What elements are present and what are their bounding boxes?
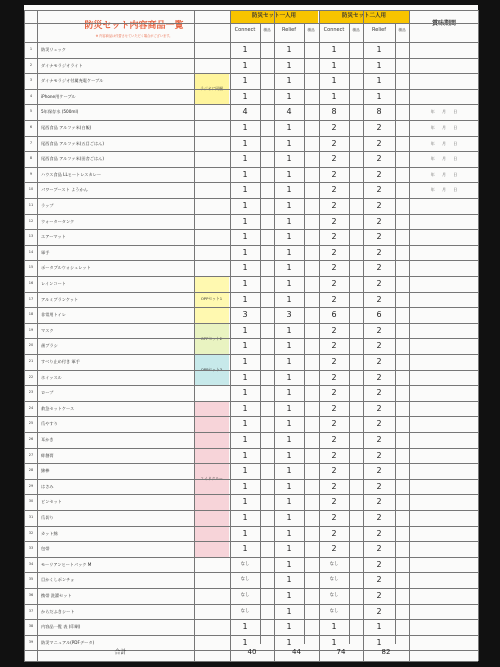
quantity-cell: 1 [286,637,292,647]
product-name: パワーブースト ようかん [41,187,88,193]
table-bottom-border [24,661,478,662]
quantity-cell: なし [329,593,339,598]
set1-relief-header: Relief [282,27,296,33]
quantity-cell: 2 [376,325,382,335]
quantity-cell: 8 [331,107,337,117]
quantity-cell: 2 [331,232,337,242]
quantity-cell: 1 [242,372,248,382]
quantity-cell: 1 [286,169,292,179]
row-number: 33 [28,546,34,551]
expiry-header: 賞味期間 [431,20,456,27]
quantity-cell: 2 [331,263,337,273]
quantity-cell: 2 [331,154,337,164]
row-number: 25 [28,421,34,426]
product-name: 非常用トイレ [41,312,66,318]
set2-relief-tag-header: 積品 [398,28,406,32]
row-number: 36 [28,593,34,597]
row-number: 7 [29,140,33,145]
quantity-cell: 2 [376,185,382,195]
row-number: 26 [28,437,34,441]
row-number: 3 [29,78,33,83]
quantity-cell: なし [240,593,250,598]
quantity-cell: 2 [376,279,382,288]
quantity-cell: 1 [286,60,292,70]
product-name: ダイナモラジオライト [41,62,83,68]
quantity-cell: 1 [286,497,292,507]
quantity-cell: 2 [376,606,382,616]
row-number: 16 [28,281,34,285]
quantity-cell: 1 [286,325,292,335]
row-number: 31 [28,515,34,519]
quantity-cell: 1 [331,60,337,70]
quantity-cell: 1 [286,154,292,164]
product-name: ホイッスル [41,374,62,380]
row-number: 9 [29,171,33,176]
quantity-cell: 3 [286,310,292,320]
row-number: 35 [28,577,34,582]
quantity-cell: 1 [242,123,248,132]
quantity-cell: 1 [242,637,248,647]
row-number: 5 [29,109,33,114]
quantity-cell: 1 [286,388,292,398]
column-divider [395,24,396,644]
row-number: 38 [28,624,34,629]
set1-relief-tag-header: 積品 [307,28,315,32]
quantity-cell: 1 [242,45,248,54]
quantity-cell: 2 [331,388,337,398]
page-title: 防災セット内容商品一覧 [84,21,184,31]
quantity-cell: 2 [331,513,337,522]
quantity-cell: 1 [286,606,292,616]
quantity-cell: 2 [331,123,337,132]
group-label: OPPセット1 [194,276,229,323]
quantity-cell: 1 [242,388,248,398]
group-label: OPPセット2 [194,323,229,354]
expiry-date-field: 年 月 日 [430,140,458,146]
quantity-cell: 1 [286,622,292,632]
column-divider [478,10,479,661]
quantity-cell: 1 [242,419,248,429]
product-name: ウォータータンク [41,218,75,224]
quantity-cell: 1 [286,185,292,195]
quantity-cell: 2 [376,575,382,585]
product-name: ハウス食品 LLヒートレスカレー [41,171,102,177]
quantity-cell: なし [240,561,250,567]
quantity-cell: 2 [376,201,382,210]
row-number: 10 [28,187,34,192]
quantity-cell: 1 [286,466,292,476]
row-number: 27 [28,452,34,457]
product-name: ラップ [41,203,54,208]
quantity-cell: 2 [376,232,382,242]
quantity-cell: 2 [376,388,382,398]
quantity-cell: なし [240,577,250,583]
quantity-cell: 2 [331,497,337,507]
product-name: 防災リュック [41,47,66,52]
quantity-cell: 2 [376,559,382,569]
quantity-cell: 1 [286,341,292,351]
product-name: 爪切り [41,515,54,520]
quantity-cell: 1 [242,279,248,288]
product-name: 爪やすり [41,421,58,427]
quantity-cell: 1 [286,201,292,210]
quantity-cell: 1 [376,60,382,70]
quantity-cell: 1 [286,279,292,288]
quantity-cell: 1 [331,637,337,647]
quantity-cell: 1 [286,247,292,257]
quantity-cell: 2 [331,247,337,257]
quantity-cell: 1 [242,481,248,491]
quantity-cell: 1 [242,76,248,86]
column-divider [260,24,261,644]
quantity-cell: 2 [376,138,382,148]
product-name: 尾西食品 アルファ米(白飯) [41,125,92,130]
quantity-cell: 1 [286,372,292,382]
quantity-cell: 3 [242,310,248,320]
quantity-cell: 2 [376,294,382,304]
group-label: ラジオに同梱 [194,73,229,104]
quantity-cell: 2 [331,325,337,335]
row-number: 34 [28,561,34,566]
quantity-cell: 1 [242,466,248,476]
row-number: 12 [28,218,34,223]
quantity-cell: 1 [242,341,248,351]
quantity-cell: 1 [242,325,248,335]
quantity-cell: なし [329,561,339,567]
product-name: アルミブランケット [41,296,79,302]
quantity-cell: 1 [286,232,292,242]
quantity-cell: 1 [376,76,382,86]
quantity-cell: 2 [376,497,382,507]
quantity-cell: 1 [286,357,292,366]
product-name: 防災マニュアル(PDFデータ) [41,639,95,645]
quantity-cell: 1 [242,450,248,460]
quantity-cell: 1 [286,559,292,569]
product-name: 内容品一覧 表 (印刷) [41,624,81,630]
row-number: 28 [28,468,34,473]
product-name: 耳かき [41,437,54,442]
row-number: 24 [28,405,34,410]
product-name: すべり止め付き 軍手 [41,359,80,364]
quantity-cell: 1 [242,60,248,70]
row-number: 15 [28,265,34,270]
product-name: ポータブルウォシュレット [41,265,91,271]
set2-connect-tag-header: 積品 [352,28,360,32]
quantity-cell: 2 [376,591,382,600]
quantity-cell: 4 [242,107,248,117]
quantity-cell: 1 [286,544,292,554]
quantity-cell: 8 [376,107,382,117]
product-name: 5年保存水 (500ml) [41,109,79,115]
quantity-cell: 2 [376,154,382,164]
row-number: 20 [28,343,34,348]
quantity-cell: 6 [376,310,382,320]
quantity-cell: 1 [242,91,248,101]
quantity-cell: 1 [376,622,382,632]
expiry-date-field: 年 月 日 [430,187,458,193]
product-name: ロープ [41,390,54,396]
quantity-cell: 2 [376,403,382,413]
total-set2-relief: 82 [381,648,391,656]
row-number: 2 [29,62,33,67]
quantity-cell: 1 [242,154,248,164]
row-number: 22 [28,374,34,379]
row-number: 23 [28,390,34,395]
row-number: 32 [28,530,34,535]
quantity-cell: 2 [331,138,337,148]
group-label: OPPセット3 [194,354,229,385]
product-name: 携帯 洗濯セット [41,593,72,598]
quantity-cell: 2 [331,481,337,491]
column-divider [349,24,350,644]
product-name: 尾西食品 アルファ米(五目ごはん) [41,140,104,146]
quantity-cell: 1 [242,232,248,242]
quantity-cell: 1 [286,481,292,491]
total-set1-relief: 44 [292,648,301,656]
quantity-cell: 2 [331,279,337,288]
quantity-cell: 2 [331,357,337,366]
quantity-cell: 2 [331,403,337,413]
quantity-cell: 1 [331,45,337,54]
product-name: iPhone用ケーブル [41,93,76,99]
quantity-cell: 2 [376,216,382,226]
row-number: 29 [28,483,34,488]
quantity-cell: 1 [242,216,248,226]
product-name: マスク [41,327,54,333]
product-name: 包帯 [41,546,50,552]
total-set1-connect: 40 [247,648,257,656]
quantity-cell: 1 [286,45,292,54]
quantity-cell: 2 [376,357,382,366]
quantity-cell: 1 [376,91,382,101]
product-name: レインコート [41,281,66,286]
quantity-cell: 2 [331,169,337,179]
quantity-cell: 1 [242,497,248,507]
quantity-cell: 1 [286,450,292,460]
quantity-cell: 1 [286,123,292,132]
column-divider [304,24,305,644]
row-number: 39 [28,639,34,644]
set2-header: 防災セット二人用 [319,10,409,23]
quantity-cell: 1 [242,544,248,554]
quantity-cell: なし [329,577,339,583]
quantity-cell: 2 [331,419,337,429]
quantity-cell: 1 [242,357,248,366]
column-divider [37,10,38,661]
quantity-cell: 2 [376,419,382,429]
quantity-cell: 2 [376,481,382,491]
quantity-cell: 1 [286,435,292,444]
quantity-cell: 1 [331,76,337,86]
product-name: 歯ブラシ [41,343,58,349]
quantity-cell: 1 [242,435,248,444]
quantity-cell: 2 [376,263,382,273]
product-name: 目かくしポンチョ [41,577,75,583]
row-number: 8 [29,156,33,161]
row-number: 11 [28,203,34,207]
product-name: 救急セットケース [41,405,75,411]
quantity-cell: 1 [242,528,248,538]
quantity-cell: 2 [331,372,337,382]
product-list-sheet [24,5,478,661]
quantity-cell: 2 [376,123,382,132]
row-number: 6 [29,125,33,129]
row-number: 18 [28,312,34,317]
quantity-cell: 2 [376,247,382,257]
quantity-cell: 1 [242,201,248,210]
product-name: 軍手 [41,249,50,255]
quantity-cell: 1 [242,169,248,179]
quantity-cell: 1 [286,575,292,585]
quantity-cell: 1 [242,185,248,195]
row-number: 17 [28,296,34,301]
row-number: 14 [28,249,34,254]
set1-connect-tag-header: 積品 [263,28,271,32]
quantity-cell: 2 [376,169,382,179]
quantity-cell: 1 [242,263,248,273]
product-name: 絆創膏 [41,452,54,458]
quantity-cell: 1 [286,419,292,429]
quantity-cell: 1 [286,403,292,413]
quantity-cell: 1 [242,247,248,257]
row-number: 13 [28,234,34,239]
quantity-cell: なし [240,608,250,614]
set1-header: 防災セット一人用 [230,10,318,23]
quantity-cell: 2 [331,341,337,351]
product-name: はさみ [41,483,54,489]
row-number: 19 [28,327,34,332]
quantity-cell: 1 [331,622,337,632]
quantity-cell: 2 [376,372,382,382]
quantity-cell: 2 [331,201,337,210]
quantity-cell: 1 [376,45,382,54]
expiry-date-field: 年 月 日 [430,156,458,162]
quantity-cell: 6 [331,310,337,320]
quantity-cell: 4 [286,107,292,117]
quantity-cell: 2 [376,435,382,444]
total-label: 合計 [114,649,127,656]
quantity-cell: 2 [331,544,337,554]
quantity-cell: 1 [376,637,382,647]
quantity-cell: 1 [286,216,292,226]
quantity-cell: 1 [242,513,248,522]
quantity-cell: 1 [242,403,248,413]
quantity-cell: なし [329,608,339,614]
column-divider [194,10,195,661]
quantity-cell: 2 [376,466,382,476]
product-name: エアーマット [41,234,66,240]
quantity-cell: 1 [286,138,292,148]
quantity-cell: 2 [331,294,337,304]
quantity-cell: 2 [376,513,382,522]
quantity-cell: 2 [331,435,337,444]
quantity-cell: 2 [376,528,382,538]
quantity-cell: 2 [331,466,337,476]
quantity-cell: 1 [286,528,292,538]
row-number: 30 [28,499,34,504]
quantity-cell: 2 [331,216,337,226]
quantity-cell: 1 [242,138,248,148]
quantity-cell: 2 [331,450,337,460]
quantity-cell: 1 [242,294,248,304]
set2-relief-header: Relief [372,27,386,33]
expiry-date-field: 年 月 日 [430,109,458,115]
expiry-date-field: 年 月 日 [430,171,458,177]
quantity-cell: 1 [286,591,292,600]
product-name: 綿棒 [41,468,50,474]
quantity-cell: 2 [376,544,382,554]
product-name: からだふきシート [41,608,75,614]
row-number: 37 [28,608,34,613]
substitution-note: ※ 内容商品は代替させていただく場合がございます。 [95,34,173,38]
quantity-cell: 1 [242,622,248,632]
quantity-cell: 1 [286,76,292,86]
product-name: モーリアンヒートパック M [41,561,92,567]
quantity-cell: 2 [376,341,382,351]
quantity-cell: 1 [286,91,292,101]
product-name: ピンセット [41,499,62,505]
total-set2-connect: 74 [336,648,346,656]
quantity-cell: 1 [286,294,292,304]
set1-connect-header: Connect [234,27,256,33]
quantity-cell: 1 [286,513,292,522]
product-name: カット綿 [41,530,58,536]
quantity-cell: 1 [286,263,292,273]
group-label: エイドクルー [194,401,229,557]
quantity-cell: 2 [331,185,337,195]
quantity-cell: 2 [376,450,382,460]
expiry-date-field: 年 月 日 [430,125,458,130]
row-number: 21 [28,359,34,363]
row-number: 4 [29,93,33,98]
row-number: 1 [29,47,33,51]
quantity-cell: 1 [331,91,337,101]
quantity-cell: 2 [331,528,337,538]
product-name: 尾西食品 アルファ米(田舎ごはん) [41,156,104,162]
set2-connect-header: Connect [323,27,345,33]
product-name: ダイナモラジオ付属充電ケーブル [41,78,104,84]
